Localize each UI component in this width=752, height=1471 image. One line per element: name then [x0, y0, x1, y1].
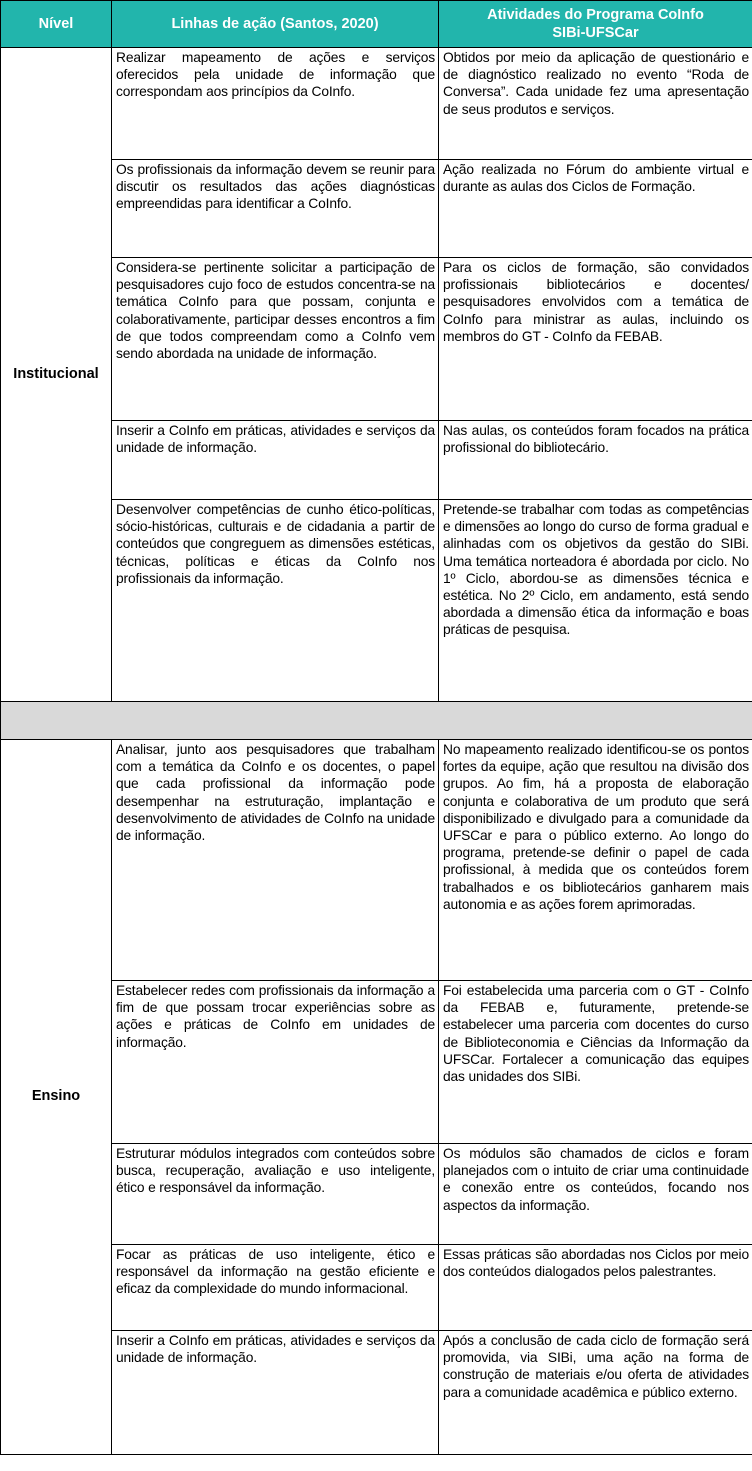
level-cell-ensino: Ensino: [1, 740, 112, 1455]
level-cell-institucional: Institucional: [1, 48, 112, 702]
linha-cell: Os profissionais da informação devem se reunir para discutir os resultados das ações diagnósticas empreendidas para identificar a CoInfo.: [112, 160, 439, 258]
atividade-cell: Essas práticas são abordadas nos Ciclos por meio dos conteúdos dialogados pelos palestrantes.: [439, 1245, 752, 1331]
table-row: [1, 48, 752, 160]
table-row: [1, 160, 752, 258]
table-row: [1, 421, 752, 500]
atividade-cell: Obtidos por meio da aplicação de questionário e de diagnóstico realizado no evento “Roda de Conversa”. Cada unidade fez uma apresentação de seus produtos e serviços.: [439, 48, 752, 160]
atividade-cell: Os módulos são chamados de ciclos e foram planejados com o intuito de criar uma continuidade e conexão entre os conteúdos, focando nos aspectos da informação.: [439, 1144, 752, 1245]
atividade-cell: Ação realizada no Fórum do ambiente virtual e durante as aulas dos Ciclos de Formação.: [439, 160, 752, 258]
separator-row: [1, 702, 752, 740]
table-row: [1, 258, 752, 421]
table-row: [1, 1144, 752, 1245]
linha-cell: Inserir a CoInfo em práticas, atividades e serviços da unidade de informação.: [112, 1331, 439, 1455]
header-atividades-line2: SIBi-UFSCar: [552, 25, 639, 41]
linha-cell: Inserir a CoInfo em práticas, atividades e serviços da unidade de informação.: [112, 421, 439, 500]
atividade-cell: Para os ciclos de formação, são convidados profissionais bibliotecários e docentes/ pesquisadores envolvidos com a temática de CoInfo para ministrar as aulas, incluindo os membros do GT - CoInfo da FEBAB.: [439, 258, 752, 421]
linha-cell: Estruturar módulos integrados com conteúdos sobre busca, recuperação, avaliação e uso inteligente, ético e responsável da informação.: [112, 1144, 439, 1245]
atividade-cell: Após a conclusão de cada ciclo de formação será promovida, via SIBi, uma ação na forma de construção de materiais e/ou oferta de atividades para a comunidade acadêmica e público externo.: [439, 1331, 752, 1455]
linha-cell: Estabelecer redes com profissionais da informação a fim de que possam trocar experiências sobre as ações e práticas de CoInfo em unidades de informação.: [112, 981, 439, 1144]
linha-cell: Realizar mapeamento de ações e serviços oferecidos pela unidade de informação que correspondam aos princípios da CoInfo.: [112, 48, 439, 160]
header-atividades: [439, 1, 752, 48]
table-row: [1, 740, 752, 981]
table-row: [1, 500, 752, 702]
table-row: [1, 1331, 752, 1455]
header-nivel: Nível: [1, 1, 112, 48]
separator-cell: [1, 702, 752, 740]
table-row: [1, 981, 752, 1144]
linha-cell: Analisar, junto aos pesquisadores que trabalham com a temática da CoInfo e os docentes, o papel que cada profissional da informação pode desempenhar na estruturação, implantação e desenvolvimento de atividades de CoInfo na unidade de informação.: [112, 740, 439, 981]
linha-cell: Considera-se pertinente solicitar a participação de pesquisadores cujo foco de estudos concentra-se na temática CoInfo para que possam, conjunta e colaborativamente, participar desses encontros a fim de que todos compreendam como a CoInfo vem sendo abordada na unidade de informação.: [112, 258, 439, 421]
atividade-cell: Nas aulas, os conteúdos foram focados na prática profissional do bibliotecário.: [439, 421, 752, 500]
table-row: [1, 1245, 752, 1331]
atividade-cell: Pretende-se trabalhar com todas as competências e dimensões ao longo do curso de forma gradual e alinhadas com os objetivos da gestão do SIBi. Uma temática norteadora é abordada por ciclo. No 1º Ciclo, abordou-se as dimensões técnica e estética. No 2º Ciclo, em andamento, está sendo abordada a dimensão ética da informação e boas práticas de pesquisa.: [439, 500, 752, 702]
atividade-cell: No mapeamento realizado identificou-se os pontos fortes da equipe, ação que resultou na divisão dos grupos. Ao fim, há a proposta de elaboração conjunta e colaborativa de um produto que será disponibilizado e divulgado para a comunidade da UFSCar e para o público externo. Ao longo do programa, pretende-se definir o papel de cada profissional, à medida que os conteúdos forem trabalhados e os bibliotecários ganharem mais autonomia e as ações forem aprimoradas.: [439, 740, 752, 981]
header-atividades-line1: Atividades do Programa CoInfo: [487, 7, 704, 23]
header-row: [1, 1, 752, 48]
header-linhas-de-acao: Linhas de ação (Santos, 2020): [112, 1, 439, 48]
linha-cell: Focar as práticas de uso inteligente, ético e responsável da informação na gestão eficiente e eficaz da complexidade do mundo informacional.: [112, 1245, 439, 1331]
linha-cell: Desenvolver competências de cunho ético-políticas, sócio-históricas, culturais e de cidadania a partir de conteúdos que congreguem as dimensões estéticas, técnicas, políticas e éticas da CoInfo nos profissionais da informação.: [112, 500, 439, 702]
atividade-cell: Foi estabelecida uma parceria com o GT - CoInfo da FEBAB e, futuramente, pretende-se estabelecer uma parceria com docentes do curso de Biblioteconomia e Ciências da Informação da UFSCar. Fortalecer a comunicação das equipes das unidades dos SIBi.: [439, 981, 752, 1144]
